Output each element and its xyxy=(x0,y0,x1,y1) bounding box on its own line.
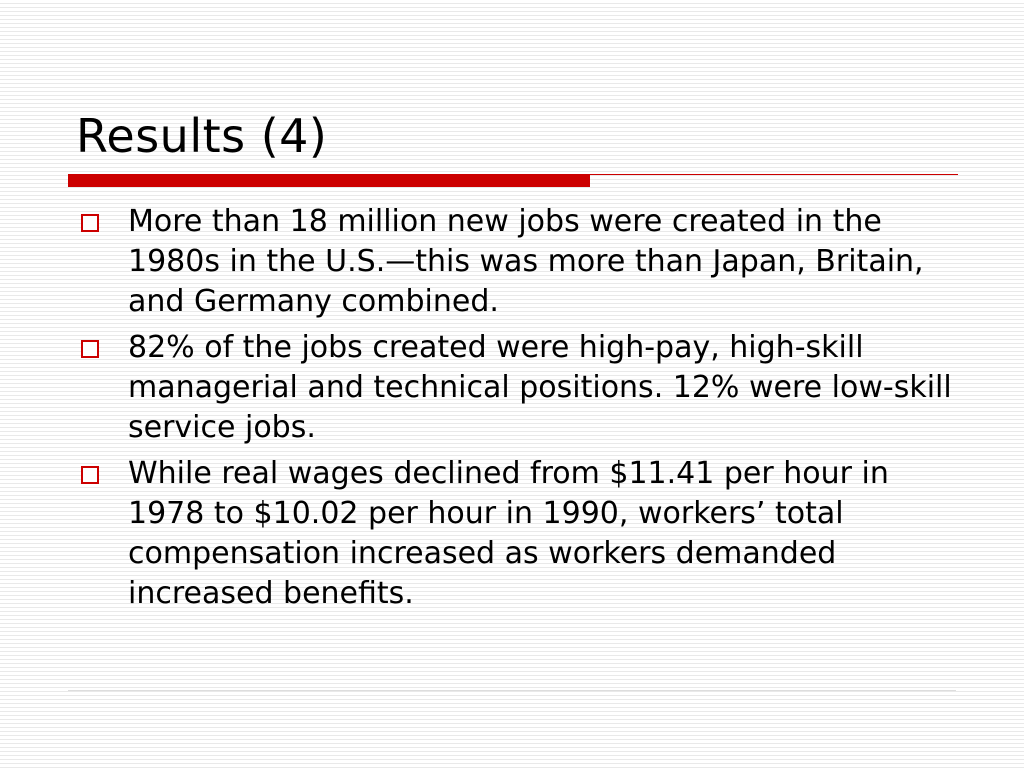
hollow-square-icon xyxy=(81,466,99,484)
slide-title: Results (4) xyxy=(76,109,328,163)
bullet-text: 82% of the jobs created were high-pay, high-skill managerial and technical positions. 12% were low-skill service jobs. xyxy=(128,330,952,445)
bullet-list xyxy=(76,202,956,620)
hollow-square-icon xyxy=(81,214,99,232)
hollow-square-icon xyxy=(81,340,99,358)
title-underline-thick xyxy=(68,175,590,187)
bullet-text: More than 18 million new jobs were created in the 1980s in the U.S.—this was more than Japan, Britain, and Germany combined. xyxy=(128,204,924,319)
bullet-text: While real wages declined from $11.41 per hour in 1978 to $10.02 per hour in 1990, workers’ total compensation increased as workers demanded increased benefits. xyxy=(128,456,889,611)
bullet-item xyxy=(76,202,956,322)
bullet-item xyxy=(76,454,956,614)
footer-divider xyxy=(68,690,956,691)
bullet-item xyxy=(76,328,956,448)
